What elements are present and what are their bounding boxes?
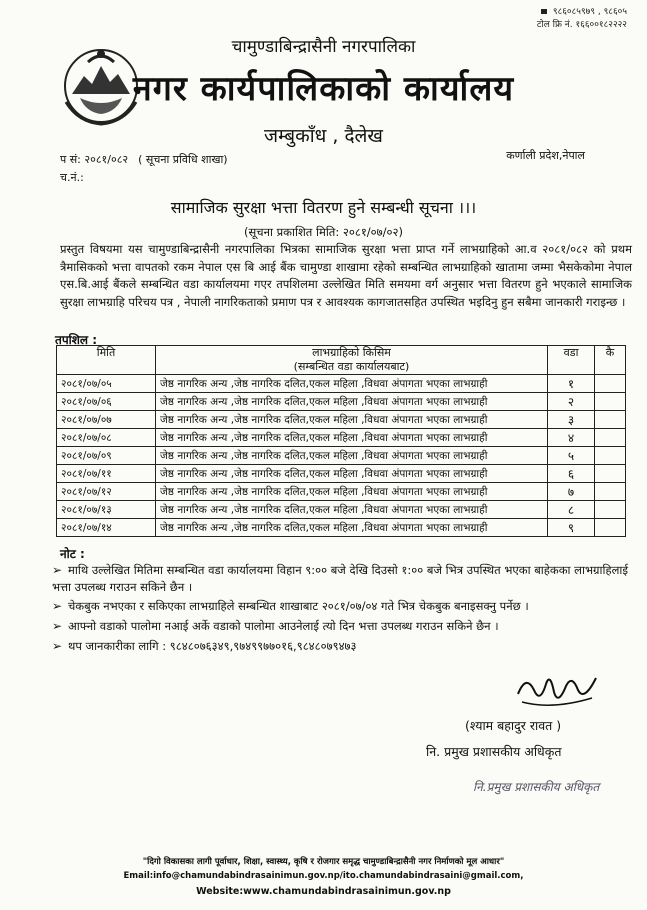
section-name: ( सूचना प्रविधि शाखा) bbox=[138, 153, 228, 166]
row-ward: ५ bbox=[548, 447, 595, 465]
row-date: २०८१/०७/०५ bbox=[57, 375, 156, 393]
table-row bbox=[57, 429, 626, 447]
row-type: जेष्ठ नागरिक अन्य ,जेष्ठ नागरिक दलित,एकल महिला ,विधवा अंपागता भएका लाभग्राही bbox=[156, 501, 548, 519]
footer-motto: "दिगो विकासका लागी पूर्वाधार, शिक्षा, स्वास्थ्य, कृषि र रोजगार समृद्ध चामुण्डाबिन्द्रासैनी नगर निर्माणको मूल आधार" bbox=[142, 857, 505, 867]
note-item bbox=[52, 562, 634, 596]
row-ward: ६ bbox=[548, 465, 595, 483]
header-ward: वडा bbox=[548, 346, 595, 375]
row-remarks bbox=[595, 429, 626, 447]
row-type: जेष्ठ नागरिक अन्य ,जेष्ठ नागरिक दलित,एकल महिला ,विधवा अंपागता भएका लाभग्राही bbox=[156, 393, 548, 411]
municipality-name: चामुण्डाबिन्द्रासैनी नगरपालिका bbox=[231, 37, 416, 57]
table-row bbox=[57, 483, 626, 501]
row-ward: ४ bbox=[548, 429, 595, 447]
row-date: २०८१/०७/१४ bbox=[57, 519, 156, 537]
bullet-icon bbox=[541, 9, 547, 14]
row-date: २०८१/०७/१३ bbox=[57, 501, 156, 519]
office-location: जम्बुकाँध , दैलेख bbox=[264, 125, 383, 147]
reference-number bbox=[60, 152, 228, 167]
published-date: (सूचना प्रकाशित मिति: २०८१/०७/०२) bbox=[244, 225, 403, 239]
province: कर्णाली प्रदेश,नेपाल bbox=[506, 149, 585, 162]
arrow-icon: ➢ bbox=[52, 599, 63, 613]
row-date: २०८१/०७/०७ bbox=[57, 411, 156, 429]
note-item bbox=[52, 598, 634, 615]
row-type: जेष्ठ नागरिक अन्य ,जेष्ठ नागरिक दलित,एकल महिला ,विधवा अंपागता भएका लाभग्राही bbox=[156, 483, 548, 501]
details-label: तपशिल : bbox=[55, 333, 98, 347]
contact-numbers bbox=[537, 6, 627, 32]
row-date: २०८१/०७/०८ bbox=[57, 429, 156, 447]
header-remarks: कै bbox=[595, 346, 626, 375]
row-type: जेष्ठ नागरिक अन्य ,जेष्ठ नागरिक दलित,एकल महिला ,विधवा अंपागता भएका लाभग्राही bbox=[156, 375, 548, 393]
row-ward: ३ bbox=[548, 411, 595, 429]
row-remarks bbox=[595, 483, 626, 501]
arrow-icon: ➢ bbox=[52, 639, 63, 653]
row-ward: ८ bbox=[548, 501, 595, 519]
row-remarks bbox=[595, 375, 626, 393]
phone-line: ९८६०८५९७९ , ९८६०५ bbox=[552, 7, 627, 17]
footer-email[interactable]: Email:info@chamundabindrasainimun.gov.np/ito.chamundabindrasaini@gmail.com, bbox=[123, 871, 524, 881]
row-date: २०८१/०७/१२ bbox=[57, 483, 156, 501]
table-row bbox=[57, 393, 626, 411]
row-date: २०८१/०७/०६ bbox=[57, 393, 156, 411]
table-row bbox=[57, 411, 626, 429]
note-text: माथि उल्लेखित मितिमा सम्बन्धित वडा कार्यालयमा विहान ९:०० बजे देखि दिउसो १:०० बजे भित्र उपस्थित भएका बाहेकका लाभग्राहिलाई भत्ता उपलब्ध गराउन सकिने छैन । bbox=[52, 563, 629, 594]
row-ward: १ bbox=[548, 375, 595, 393]
notes-title: नोट : bbox=[60, 547, 85, 561]
signer-name: (श्याम बहादुर रावत ) bbox=[465, 718, 562, 733]
official-stamp: नि.प्रमुख प्रशासकीय अधिकृत bbox=[473, 780, 600, 794]
row-remarks bbox=[595, 447, 626, 465]
row-type: जेष्ठ नागरिक अन्य ,जेष्ठ नागरिक दलित,एकल महिला ,विधवा अंपागता भएका लाभग्राही bbox=[156, 447, 548, 465]
note-text: चेकबुक नभएका र सकिएका लाभग्राहिले सम्बन्धित शाखाबाट २०८१/०७/०४ गते भित्र चेकबुक बनाइसक्नु पर्नेछ । bbox=[68, 599, 529, 613]
dispatch-number: च.नं.: bbox=[60, 171, 84, 184]
row-remarks bbox=[595, 501, 626, 519]
row-date: २०८१/०७/११ bbox=[57, 465, 156, 483]
note-text: आफ्नो वडाको पालोमा नआई अर्के वडाको पालोमा आउनेलाई त्यो दिन भत्ता उपलब्ध गराउन सकिने छैन । bbox=[68, 619, 499, 633]
distribution-schedule-table bbox=[56, 345, 626, 537]
row-ward: २ bbox=[548, 393, 595, 411]
row-remarks bbox=[595, 393, 626, 411]
table-row bbox=[57, 519, 626, 537]
row-type: जेष्ठ नागरिक अन्य ,जेष्ठ नागरिक दलित,एकल महिला ,विधवा अंपागता भएका लाभग्राही bbox=[156, 429, 548, 447]
header-beneficiary-sub: (सम्बन्धित वडा कार्यालयबाट) bbox=[293, 360, 410, 373]
row-type: जेष्ठ नागरिक अन्य ,जेष्ठ नागरिक दलित,एकल महिला ,विधवा अंपागता भएका लाभग्राही bbox=[156, 465, 548, 483]
row-ward: ७ bbox=[548, 483, 595, 501]
row-ward: ९ bbox=[548, 519, 595, 537]
row-type: जेष्ठ नागरिक अन्य ,जेष्ठ नागरिक दलित,एकल महिला ,विधवा अंपागता भएका लाभग्राही bbox=[156, 411, 548, 429]
arrow-icon: ➢ bbox=[52, 563, 63, 577]
header-date: मिति bbox=[57, 346, 156, 375]
signature-icon bbox=[512, 664, 602, 714]
row-type: जेष्ठ नागरिक अन्य ,जेष्ठ नागरिक दलित,एकल महिला ,विधवा अंपागता भएका लाभग्राही bbox=[156, 519, 548, 537]
header-beneficiary-label: लाभग्राहिको किसिम bbox=[312, 346, 391, 359]
signer-designation: नि. प्रमुख प्रशासकीय अधिकृत bbox=[426, 744, 562, 759]
note-text: थप जानकारीका लागि : ९८४८०७६३४९,९७४९९७७०१६,९८४८०७९४७३ bbox=[68, 639, 357, 653]
header-beneficiary bbox=[156, 346, 548, 375]
footer-website[interactable]: Website:www.chamundabindrasainimun.gov.np bbox=[196, 886, 451, 897]
note-item bbox=[52, 638, 634, 655]
row-remarks bbox=[595, 519, 626, 537]
notice-body: प्रस्तुत विषयमा यस चामुण्डाबिन्द्रासैनी नगरपालिका भित्रका सामाजिक सुरक्षा भत्ता प्राप्त गर्ने लाभग्राहिको आ.व २०८१/०८२ को प्रथम त्रैमासिकको भत्ता वापतको रकम नेपाल एस बि आई बैंक चामुण्डा शाखामा रहेको सम्बन्धित लाभग्राहिको खातामा जम्मा भैसकेकोमा नेपाल एस.बि.आई बैंकले सम्बन्धित वडा कार्यालयमा गएर तपशिलमा उल्लेखित मिति समयमा वर्ग अनुसार भत्ता वितरण हुने भएकाले सामाजिक सुरक्षा लाभग्राहि परिचय पत्र , नेपाली नागरिकताको प्रमाण पत्र र आवश्यक कागजातसहित उपस्थित भइदिनु हुन सबैमा जानकारी गराइन्छ । bbox=[60, 242, 632, 309]
table-row bbox=[57, 465, 626, 483]
toll-free-line: टोल फ्रि नं. १६६००१८२२२२ bbox=[536, 20, 627, 30]
office-title: नगर कार्यपालिकाको कार्यालय bbox=[132, 69, 515, 109]
table-row bbox=[57, 447, 626, 465]
table-header-row bbox=[57, 346, 626, 375]
arrow-icon: ➢ bbox=[52, 619, 63, 633]
row-remarks bbox=[595, 465, 626, 483]
table-row bbox=[57, 501, 626, 519]
note-item bbox=[52, 618, 634, 635]
table-row bbox=[57, 375, 626, 393]
ref-no: प सं: २०८१/०८२ bbox=[60, 153, 129, 166]
row-date: २०८१/०७/०९ bbox=[57, 447, 156, 465]
row-remarks bbox=[595, 411, 626, 429]
notice-subject: सामाजिक सुरक्षा भत्ता वितरण हुने सम्बन्धी सूचना ।।। bbox=[170, 198, 477, 217]
